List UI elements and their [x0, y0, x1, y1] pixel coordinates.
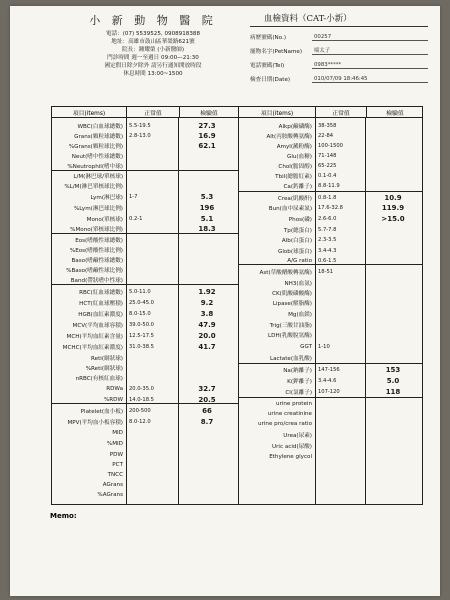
reference-range: 14.0-18.5 — [129, 397, 154, 403]
table-header — [239, 107, 423, 118]
table-row — [52, 384, 238, 394]
item-name: Lym(淋巴球) — [90, 195, 123, 201]
table-row — [52, 490, 238, 500]
header-value: 檢驗值 — [386, 110, 404, 117]
item-name: MCH(平均血紅素含量) — [66, 334, 123, 340]
reference-range: 0.6-1.5 — [318, 258, 337, 264]
item-name: Mono(單核球) — [86, 217, 123, 223]
result-value: 10.9 — [384, 194, 402, 202]
item-name: %Mono(單核球比例) — [70, 227, 123, 233]
table-row — [239, 288, 423, 298]
item-name: Tp(總蛋白) — [283, 228, 312, 234]
table-row — [52, 439, 238, 449]
result-value: 153 — [385, 366, 401, 374]
item-name: MCHC(平均血紅素濃度) — [62, 345, 123, 351]
table-row — [52, 161, 238, 171]
clinic-holiday-note: 國定假日除夕除外 請另行通知開放時段 — [104, 63, 202, 69]
table-row — [239, 246, 423, 256]
table-row — [52, 373, 238, 383]
report-info — [250, 12, 428, 83]
section-separator — [239, 191, 423, 192]
table-row — [239, 267, 423, 277]
item-name: LDH(乳酸脫氫酶) — [268, 333, 312, 339]
table-row — [239, 441, 423, 451]
table-row — [52, 141, 238, 151]
result-value: 18.3 — [198, 225, 216, 233]
header-ref: 正常值 — [127, 107, 180, 117]
info-label: 電話號碼(Tel) — [250, 63, 285, 69]
header-item: 項目(items) — [52, 107, 127, 117]
table-row — [52, 214, 238, 224]
item-name: RBC(紅血球總數) — [79, 290, 123, 296]
item-name: Trig(三酸甘油脂) — [269, 323, 312, 329]
item-name: PDW — [109, 452, 123, 458]
item-name: Baso(嗜鹼性球總數) — [71, 258, 123, 264]
reference-range: 8.0-12.0 — [129, 419, 151, 425]
item-name: MPV(平均血小板容積) — [67, 420, 123, 426]
info-row — [250, 69, 428, 83]
chemistry-column — [239, 107, 423, 504]
cbc-column — [52, 107, 239, 504]
item-name: Lactate(血乳酸) — [269, 356, 312, 362]
item-name: Grans(顆粒球總數) — [74, 134, 123, 140]
table-row — [52, 309, 238, 319]
table-row — [239, 309, 423, 319]
item-name: Alb(白蛋白) — [281, 238, 312, 244]
clinic-hours: 門診時間 週一至週日 09:00—21:30 — [107, 55, 199, 61]
info-label: 病歷號碼(No.) — [250, 35, 287, 41]
table-row — [52, 428, 238, 438]
item-name: Mg(血鎂) — [288, 312, 312, 318]
clinic-name: 小 新 動 物 醫 院 — [89, 14, 217, 27]
item-name: HCT(紅血球壓積) — [79, 301, 123, 307]
item-name: RDWa — [106, 386, 123, 392]
table-row — [239, 452, 423, 462]
reference-range: 17.6-32.8 — [318, 205, 343, 211]
reference-range: 2.8-13.0 — [129, 133, 151, 139]
item-name: Platelet(血小板) — [80, 409, 123, 415]
table-row — [52, 203, 238, 213]
table-row — [52, 320, 238, 330]
table-header — [52, 107, 238, 118]
result-value: 16.9 — [198, 132, 216, 140]
item-name: %Lym(淋巴球比例) — [73, 206, 123, 212]
info-value: 010/07/09 18:46:45 — [312, 76, 428, 83]
report-title: 血檢資料（CAT-小新） — [250, 12, 428, 27]
item-name: WBC(白血球總數) — [77, 124, 123, 130]
item-name: GGT — [300, 344, 312, 350]
item-name: Uric acid(尿酸) — [272, 444, 312, 450]
reference-range: 3.4-4.6 — [318, 378, 337, 384]
table-row — [52, 245, 238, 255]
table-row — [239, 193, 423, 203]
table-row — [52, 224, 238, 234]
result-value: 62.1 — [198, 142, 216, 150]
reference-range: 5.5-19.5 — [129, 123, 151, 129]
item-name: Bun(血中尿素氮) — [268, 206, 312, 212]
reference-range: 38-358 — [318, 123, 337, 129]
item-name: Tbil(總膽紅素) — [275, 174, 312, 180]
result-value: 27.3 — [198, 122, 216, 130]
table-row — [239, 225, 423, 235]
table-row — [52, 287, 238, 297]
result-value: 47.9 — [198, 321, 216, 329]
table-row — [52, 121, 238, 131]
reference-range: 5.7-7.8 — [318, 227, 337, 233]
reference-range: 8.0-15.0 — [129, 311, 151, 317]
reference-range: 8.8-11.9 — [318, 183, 340, 189]
result-value: 119.9 — [381, 204, 405, 212]
table-row — [239, 278, 423, 288]
table-row — [239, 151, 423, 161]
item-name: Ast(草酸醋酸轉氨酶) — [259, 270, 312, 276]
reference-range: 147-156 — [318, 367, 340, 373]
item-name: A/G ratio — [287, 258, 312, 264]
table-row — [52, 298, 238, 308]
item-name: Ca(鈣離子) — [283, 184, 312, 190]
reference-range: 22-84 — [318, 133, 334, 139]
table-row — [239, 376, 423, 386]
table-row — [52, 265, 238, 275]
table-row — [52, 353, 238, 363]
result-value: 5.0 — [386, 377, 400, 385]
result-value: 20.5 — [198, 396, 216, 404]
table-row — [52, 331, 238, 341]
table-row — [52, 255, 238, 265]
reference-range: 65-225 — [318, 163, 337, 169]
item-name: %Reti(網狀球) — [85, 366, 123, 372]
item-name: Chol(膽固醇) — [278, 164, 312, 170]
item-name: nRBC(有核紅血球) — [75, 376, 123, 382]
info-row — [250, 55, 428, 69]
reference-range: 2.3-3.5 — [318, 237, 337, 243]
result-value: 196 — [199, 204, 215, 212]
item-name: Phos(磷) — [288, 217, 312, 223]
table-row — [52, 151, 238, 161]
item-name: %RDW — [103, 397, 123, 403]
item-name: Urea(尿素) — [283, 433, 312, 439]
table-row — [239, 131, 423, 141]
table-row — [239, 298, 423, 308]
item-name: %MID — [106, 441, 123, 447]
result-value: 66 — [202, 407, 212, 415]
clinic-header — [58, 12, 248, 78]
result-value: 32.7 — [198, 385, 216, 393]
item-name: %AGrans — [97, 492, 123, 498]
header-ref: 正常值 — [316, 107, 367, 117]
table-row — [239, 256, 423, 266]
item-name: K(鉀離子) — [287, 379, 312, 385]
item-name: AGrans — [102, 482, 123, 488]
table-row — [52, 363, 238, 373]
table-row — [52, 171, 238, 181]
result-value: 3.8 — [200, 310, 214, 318]
item-name: urine protein — [275, 401, 312, 407]
table-row — [239, 342, 423, 352]
table-row — [239, 387, 423, 397]
result-value: 118 — [385, 388, 401, 396]
result-value: 20.0 — [198, 332, 216, 340]
item-name: Amyl(澱粉酶) — [276, 144, 312, 150]
item-name: Ethylene glycol — [269, 454, 312, 460]
table-row — [239, 330, 423, 340]
info-value: 喵太子 — [312, 46, 428, 55]
table-row — [52, 342, 238, 352]
info-row — [250, 27, 428, 41]
table-row — [239, 141, 423, 151]
reference-range: 5.0-11.0 — [129, 289, 151, 295]
table-row — [239, 161, 423, 171]
table-row — [52, 395, 238, 405]
item-name: urine creatinine — [267, 411, 312, 417]
item-name: Glob(球蛋白) — [277, 249, 312, 255]
table-row — [52, 406, 238, 416]
section-separator — [239, 363, 423, 364]
result-value: 5.1 — [200, 215, 214, 223]
item-name: NH3(血氨) — [284, 281, 312, 287]
item-name: %Grans(顆粒球比例) — [68, 144, 123, 150]
item-name: HGB(血紅素濃度) — [78, 312, 123, 318]
reference-range: 31.0-38.5 — [129, 344, 154, 350]
table-row — [239, 419, 423, 429]
item-name: Reti(網狀球) — [91, 356, 123, 362]
table-row — [52, 192, 238, 202]
item-name: L/M(淋巴球/單核球) — [73, 174, 123, 180]
info-label: 檢查日期(Date) — [250, 77, 291, 83]
table-row — [239, 235, 423, 245]
results-table — [51, 106, 423, 505]
table-row — [239, 214, 423, 224]
table-row — [239, 181, 423, 191]
reference-range: 100-1500 — [318, 143, 343, 149]
memo-label: Memo: — [50, 512, 77, 520]
table-row — [52, 181, 238, 191]
item-name: MID — [112, 430, 123, 436]
table-row — [52, 417, 238, 427]
result-value: 5.3 — [200, 193, 214, 201]
table-row — [239, 430, 423, 440]
table-row — [52, 450, 238, 460]
section-separator — [239, 397, 423, 398]
item-name: Band(帶狀嗜中性球) — [70, 278, 123, 284]
clinic-break-time: 休息時間 13:00~1500 — [123, 71, 183, 77]
table-row — [239, 365, 423, 375]
table-row — [239, 203, 423, 213]
reference-range: 1-10 — [318, 344, 330, 350]
reference-range: 0.1-0.4 — [318, 173, 337, 179]
item-name: Lipase(解脂酶) — [272, 301, 312, 307]
item-name: Alkp(鹼磷酶) — [278, 124, 312, 130]
item-name: %Neutrophil(嗜中球) — [67, 164, 123, 170]
item-name: urine pro/crea ratio — [258, 421, 312, 427]
clinic-address: 地址：高雄市鼓山區華榮路621號 — [111, 39, 195, 45]
result-value: 9.2 — [200, 299, 214, 307]
header-item: 項目(items) — [239, 107, 316, 117]
item-name: Na(鈉離子) — [283, 368, 312, 374]
item-name: CK(肌酸磷酸酶) — [272, 291, 312, 297]
item-name: Neut(嗜中性球總數) — [71, 154, 123, 160]
item-name: TNCC — [107, 472, 123, 478]
info-label: 寵物名字(PetName) — [250, 49, 303, 55]
result-value: 41.7 — [198, 343, 216, 351]
table-row — [239, 399, 423, 409]
table-row — [239, 171, 423, 181]
item-name: Eos(嗜酸性球總數) — [75, 238, 123, 244]
item-name: Glu(血糖) — [287, 154, 312, 160]
reference-range: 0.8-1.8 — [318, 195, 337, 201]
lab-report-sheet — [10, 6, 440, 596]
table-row — [52, 480, 238, 490]
item-name: %Eos(嗜酸性球比例) — [69, 248, 123, 254]
table-row — [239, 121, 423, 131]
table-row — [52, 131, 238, 141]
table-row — [52, 470, 238, 480]
reference-range: 39.0-50.0 — [129, 322, 154, 328]
table-row — [52, 275, 238, 285]
reference-range: 107-120 — [318, 389, 340, 395]
item-name: Cl(氯離子) — [285, 390, 312, 396]
table-row — [52, 235, 238, 245]
item-name: PCT — [112, 462, 123, 468]
table-row — [52, 460, 238, 470]
item-name: %Baso(嗜鹼性球比例) — [66, 268, 123, 274]
info-value: 0983***** — [312, 62, 428, 69]
result-value: 8.7 — [200, 418, 214, 426]
item-name: Crea(肌酸酐) — [277, 196, 312, 202]
reference-range: 71-148 — [318, 153, 337, 159]
reference-range: 20.0-35.0 — [129, 386, 154, 392]
item-name: Alt(丙胺酸轉氨酶) — [266, 134, 312, 140]
reference-range: 0.2-1 — [129, 216, 143, 222]
reference-range: 18-51 — [318, 269, 334, 275]
table-row — [239, 409, 423, 419]
info-value: 00257 — [312, 34, 428, 41]
result-value: 1.92 — [198, 288, 216, 296]
table-row — [239, 353, 423, 363]
clinic-phone: 電話：(07) 5539525, 0908918388 — [105, 31, 201, 37]
reference-range: 3.4-4.3 — [318, 248, 337, 254]
reference-range: 1-7 — [129, 194, 138, 200]
reference-range: 2.6-6.0 — [318, 216, 337, 222]
header-value: 檢驗值 — [200, 110, 218, 117]
info-row — [250, 41, 428, 55]
reference-range: 25.0-45.0 — [129, 300, 154, 306]
reference-range: 12.5-17.5 — [129, 333, 154, 339]
reference-range: 200-500 — [129, 408, 151, 414]
table-row — [239, 320, 423, 330]
item-name: %L/M(淋巴單核球比例) — [64, 184, 123, 190]
clinic-director: 院長：鍾耀榮 (小新醫師) — [121, 47, 185, 53]
item-name: MCV(平均血球容積) — [72, 323, 123, 329]
result-value: >15.0 — [381, 215, 405, 223]
